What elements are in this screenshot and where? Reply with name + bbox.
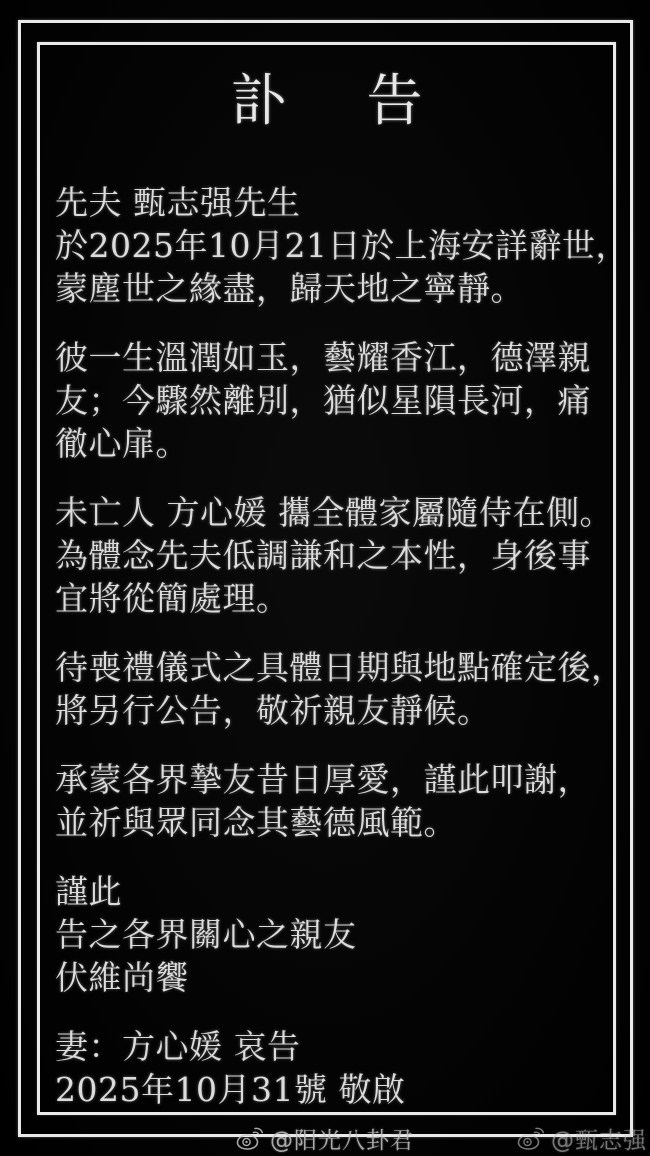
obituary-body [55,181,629,1111]
body-line: 謹此 [55,872,122,911]
paragraph-funeral-arrangements [55,646,625,732]
body-line: 友；今驟然離別，猶似星隕長河，痛 [55,381,591,420]
body-line: 先夫 甄志强先生 [55,183,301,222]
body-line: 並祈與眾同念其藝德風範。 [55,803,457,842]
paragraph-eulogy [55,336,610,465]
body-line: 伏維尚饗 [55,958,189,997]
body-line: 彼一生溫潤如玉，藝耀香江，德澤親 [55,338,591,377]
body-line: 宜將從簡處理。 [55,579,290,618]
paragraph-gratitude [55,758,610,844]
weibo-icon [517,1127,544,1150]
body-line: 2025年10月31號 敬啟 [55,1070,406,1109]
watermark-handle: @甄志强 [551,1128,647,1154]
body-line: 為體念先夫低調謙和之本性，身後事 [55,536,591,575]
paragraph-family [55,491,613,620]
paragraph-death-notice [55,181,629,310]
weibo-icon [236,1127,263,1150]
body-line: 待喪禮儀式之具體日期與地點確定後， [55,648,625,687]
body-line: 於2025年10月21日於上海安詳辭世， [55,226,629,265]
paragraph-signature [55,1025,610,1111]
watermark-center [236,1122,414,1155]
paragraph-closing [55,870,610,999]
watermark-handle: @阳光八卦君 [270,1128,414,1154]
obituary-content [55,55,629,1137]
body-line: 承蒙各界摯友昔日厚愛，謹此叩謝， [55,760,591,799]
body-line: 蒙塵世之緣盡，歸天地之寧靜。 [55,269,524,308]
body-line: 將另行公告，敬祈親友靜候。 [55,691,491,730]
obituary-title: 訃 告 [230,69,435,134]
body-line: 告之各界關心之親友 [55,915,357,954]
body-line: 妻：方心媛 哀告 [55,1027,301,1066]
watermark-right [517,1122,647,1155]
body-line: 徹心扉。 [55,424,189,463]
body-line: 未亡人 方心媛 攜全體家屬隨侍在側。 [55,493,613,532]
